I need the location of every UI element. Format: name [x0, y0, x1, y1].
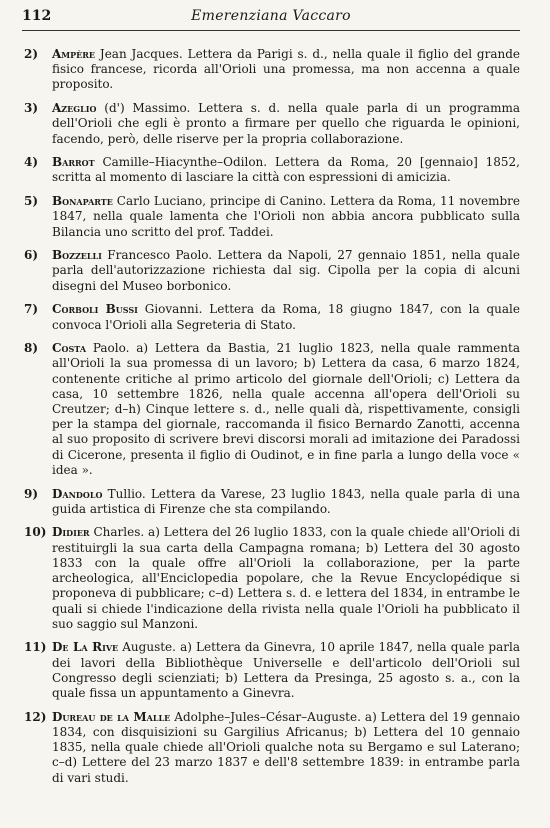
- list-item: [22, 487, 520, 517]
- list-item: [22, 155, 520, 185]
- entry-surname: Dandolo: [52, 486, 103, 501]
- list-item: [22, 101, 520, 147]
- entry-number: 10): [24, 525, 47, 540]
- entry-text: Tullio. Lettera da Varese, 23 luglio 1843, nella quale parla di una guida artistica di Firenze che sta compilando.: [52, 486, 520, 516]
- entry-text: Charles. a) Lettera del 26 luglio 1833, con la quale chiede all'Orioli di restituirgli la sua carta della Campagna romana; b) Lettera del 30 agosto 1833 con la quale offre all'Orioli la collaborazione, per la parte archeologica, all'Enciclopedia popolare, che la Revue Encyclopédique si proponeva di pubblicare; c–d) Lettera s. d. e lettera del 1834, in entrambe le quali si chiede l'indicazione della rivista nella quale l'Orioli ha pubblicato il suo saggio sul Manzoni.: [52, 525, 520, 631]
- entry-text: Francesco Paolo. Lettera da Napoli, 27 gennaio 1851, nella quale parla dell'autorizzazione richiesta dal sig. Cipolla per la copia di alcuni disegni del Museo borbonico.: [52, 248, 520, 293]
- entry-number: 7): [24, 302, 39, 317]
- entry-number: 6): [24, 248, 39, 263]
- list-item: [22, 710, 520, 786]
- entry-surname: Didier: [52, 525, 90, 540]
- entry-surname: De La Rive: [52, 640, 119, 655]
- entry-text: (d') Massimo. Lettera s. d. nella quale parla di un programma dell'Orioli che egli è pronto a firmare per quello che riguarda le opinioni, facendo, però, delle riserve per la propria collaborazione.: [52, 101, 520, 146]
- list-item: [22, 302, 520, 332]
- entry-number: 12): [24, 709, 47, 724]
- page-number: 112: [22, 8, 52, 24]
- entry-text: Auguste. a) Lettera da Ginevra, 10 aprile 1847, nella quale parla dei lavori della Bibliothèque Universelle e dell'articolo dell'Orioli sul Congresso degli scienziati; b) Lettera da Presinga, 25 agosto s. a., con la quale fissa un appuntamento a Ginevra.: [52, 640, 520, 701]
- entry-text: Paolo. a) Lettera da Bastia, 21 luglio 1823, nella quale rammenta all'Orioli la sua promessa di un lavoro; b) Lettera da casa, 6 marzo 1824, contenente critiche al primo articolo del giornale dell'Orioli; c) Lettera da casa, 10 settembre 1826, nella quale accenna all'opera dell'Orioli su Creutzer; d–h) Cinque lettere s. d., nelle quali dà, rispettivamente, consigli per la stampa del giornale, raccomanda il fisico Bernardo Zanotti, accenna al suo proposito di scrivere brevi discorsi morali ad imitazione dei Paradossi di Cicerone, presenta il figlio di Oudinot, e in fine parla a lungo della voce « idea ».: [52, 341, 520, 477]
- entry-text: Adolphe–Jules–César–Auguste. a) Lettera del 19 gennaio 1834, con disquisizioni su Gargilius Africanus; b) Lettera del 10 gennaio 1835, nella quale chiede all'Orioli qualche nota su Bergamo e sul Laterano; c–d) Lettere del 23 marzo 1837 e dell'8 settembre 1839: in entrambe parla di vari studi.: [52, 709, 520, 785]
- entry-number: 2): [24, 47, 39, 61]
- entry-surname: Costa: [52, 341, 87, 356]
- entry-number: 11): [24, 640, 47, 655]
- entry-text: Carlo Luciano, principe di Canino. Lettera da Roma, 11 novembre 1847, nella quale lamenta che l'Orioli non abbia ancora pubblicato sulla Bilancia uno scritto del prof. Taddei.: [52, 194, 520, 239]
- list-item: [22, 640, 520, 701]
- entry-number: 5): [24, 194, 39, 209]
- entry-list: [22, 47, 520, 786]
- entry-number: 3): [24, 101, 39, 116]
- entry-surname: Azeglio: [52, 101, 97, 116]
- entry-surname: Corboli Bussi: [52, 302, 138, 317]
- list-item: [22, 525, 520, 631]
- list-item: [22, 341, 520, 478]
- entry-surname: Barrot: [52, 155, 95, 170]
- entry-number: 9): [24, 486, 39, 501]
- entry-number: 8): [24, 341, 39, 356]
- entry-surname: Bonaparte: [52, 194, 113, 209]
- entry-number: 4): [24, 155, 39, 170]
- page-header: [22, 6, 520, 31]
- entry-surname: Bozzelli: [52, 248, 102, 263]
- entry-surname: Dureau de la Malle: [52, 709, 171, 724]
- entry-text: Jean Jacques. Lettera da Parigi s. d., nella quale il figlio del grande fisico francese, ricorda all'Orioli una promessa, ma non accenna a quale proposito.: [52, 47, 520, 92]
- list-item: [22, 194, 520, 240]
- entry-surname: Ampère: [52, 47, 96, 61]
- list-item: [22, 47, 520, 93]
- list-item: [22, 248, 520, 294]
- entry-text: Giovanni. Lettera da Roma, 18 giugno 1847, con la quale convoca l'Orioli alla Segreteria di Stato.: [52, 302, 520, 332]
- running-head: Emerenziana Vaccaro: [191, 8, 351, 24]
- entry-text: Camille–Hiacynthe–Odilon. Lettera da Roma, 20 [gennaio] 1852, scritta al momento di lasciare la città con espressioni di amicizia.: [52, 155, 520, 185]
